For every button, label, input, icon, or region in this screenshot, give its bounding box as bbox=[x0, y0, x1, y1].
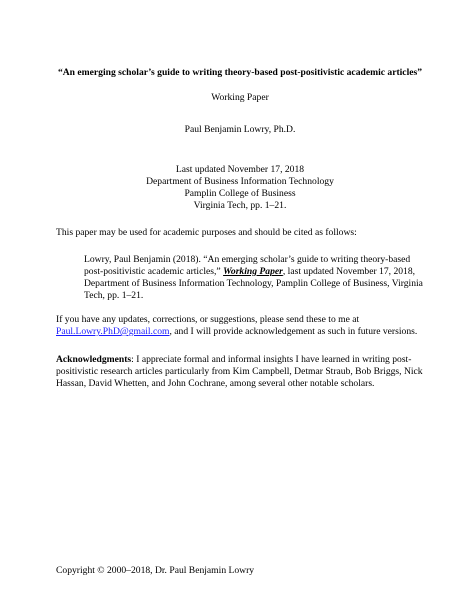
paper-title: “An emerging scholar’s guide to writing theory-based post-positivistic academic articles” bbox=[57, 67, 423, 78]
update-line: Last updated November 17, 2018 bbox=[175, 164, 305, 175]
author-name: Paul Benjamin Lowry, Ph.D. bbox=[184, 124, 296, 135]
citation-after: , last updated November 17, 2018, Department of Business Information Technology, Pamplin College of Business, Virginia Tech, pp. 1–21. bbox=[84, 266, 423, 301]
update-line: Pamplin College of Business bbox=[184, 188, 296, 199]
update-info bbox=[56, 164, 424, 212]
email-link[interactable]: Paul.Lowry.PhD@gmail.com bbox=[56, 326, 170, 337]
copyright-notice: Copyright © 2000–2018, Dr. Paul Benjamin Lowry bbox=[56, 565, 255, 576]
updates-after: , and I will provide acknowledgement as such in future versions. bbox=[169, 326, 418, 337]
paper-subtitle: Working Paper bbox=[211, 92, 269, 103]
acknowledgments-label: Acknowledgments bbox=[56, 354, 132, 365]
acknowledgments-text: : I appreciate formal and informal insights I have learned in writing post-positivistic research articles particularly from Kim Campbell, Detmar Straub, Bob Briggs, Nick Hassan, David Whetten, and John Cochrane, among several other notable scholars. bbox=[56, 354, 423, 389]
updates-paragraph bbox=[56, 314, 424, 338]
citation-emphasis: Working Paper bbox=[223, 266, 283, 277]
update-line: Department of Business Information Technology bbox=[146, 176, 334, 187]
citation-text bbox=[84, 254, 426, 302]
citation-before: Lowry, Paul Benjamin (2018). “An emerging scholar’s guide to writing theory-based post-positivistic academic articles,” bbox=[84, 254, 411, 277]
updates-before: If you have any updates, corrections, or suggestions, please send these to me at bbox=[56, 314, 360, 325]
acknowledgments-paragraph bbox=[56, 354, 424, 390]
update-line: Virginia Tech, pp. 1–21. bbox=[193, 200, 287, 211]
citation-intro: This paper may be used for academic purposes and should be cited as follows: bbox=[56, 227, 357, 238]
